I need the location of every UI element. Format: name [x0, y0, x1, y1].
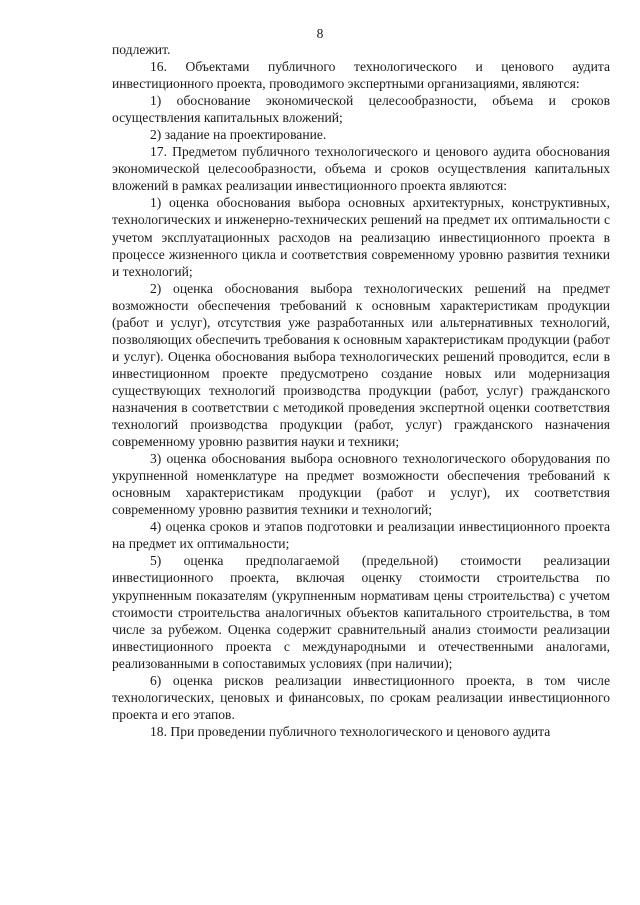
paragraph-17-2: 2) оценка обоснования выбора технологических решений на предмет возможности обеспечения требований к основным характеристикам продукции (работ и услуг), отсутствия уже разработанных или альтернативных технологий, позволяющих обеспечить требования к основным характеристикам продукции (работ и услуг). Оценка обоснования выбора технологических решений проводится, если в инвестиционном проекте предусмотрено создание новых или модернизация существующих технологий производства продукции (работ, услуг) гражданского назначения в соответствии с методикой проведения экспертной оценки соответствия технологий производства продукции (работ, услуг) гражданского назначения современному уровню развития науки и техники;: [112, 280, 610, 450]
paragraph-item-16: 16. Объектами публичного технологического и ценового аудита инвестиционного проекта, проводимого экспертными организациями, являются:: [112, 59, 610, 92]
paragraph-17-1: 1) оценка обоснования выбора основных архитектурных, конструктивных, технологических и инженерно-технических решений на предмет их оптимальности с учетом эксплуатационных расходов на реализацию инвестиционного проекта в процессе жизненного цикла и соответствия современному уровню развития техники и технологий;: [112, 195, 610, 279]
paragraph-16-2: 2) задание на проектирование.: [150, 127, 327, 143]
document-body: [112, 41, 610, 740]
paragraph-item-17: 17. Предметом публичного технологического и ценового аудита обоснования экономической целесообразности, объема и сроков осуществления капитальных вложений в рамках реализации инвестиционного проекта являются:: [112, 144, 610, 194]
paragraph-17-4: 4) оценка сроков и этапов подготовки и реализации инвестиционного проекта на предмет их оптимальности;: [112, 519, 610, 552]
paragraph-17-3: 3) оценка обоснования выбора основного технологического оборудования по укрупненной номенклатуре на предмет возможности обеспечения требований к основным характеристикам продукции (работ и услуг), их соответствия современному уровню развития техники и технологий;: [112, 451, 610, 518]
page-number: 8: [316, 26, 324, 41]
paragraph-17-6: 6) оценка рисков реализации инвестиционного проекта, в том числе технологических, ценовых и финансовых, по срокам реализации инвестиционного проекта и его этапов.: [112, 672, 610, 722]
paragraph-16-1: 1) обоснование экономической целесообразности, объема и сроков осуществления капитальных вложений;: [112, 93, 610, 126]
paragraph-17-5: 5) оценка предполагаемой (предельной) стоимости реализации инвестиционного проекта, включая оценку стоимости строительства по укрупненным показателям (укрупненным нормативам цены строительства) с учетом стоимости строительства аналогичных объектов капитального строительства, в том числе за рубежом. Оценка содержит сравнительный анализ стоимости реализации инвестиционного проекта с международными и отечественными аналогами, реализованными в сопоставимых условиях (при наличии);: [112, 553, 610, 671]
paragraph-continuation: подлежит.: [112, 42, 171, 57]
paragraph-item-18: 18. При проведении публичного технологического и ценового аудита: [150, 723, 551, 739]
